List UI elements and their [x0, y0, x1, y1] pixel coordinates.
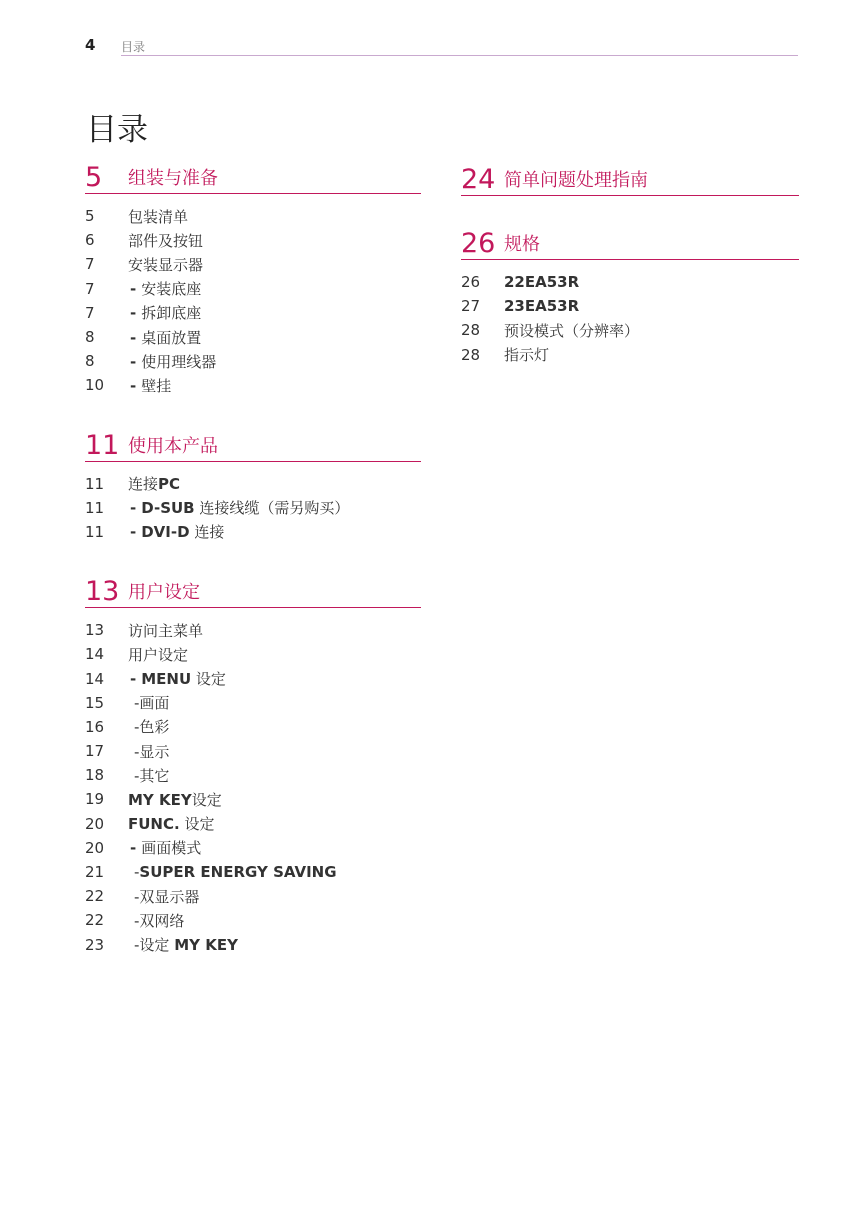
- page-title: 目录: [86, 112, 148, 148]
- entry-page-number: 6: [85, 231, 95, 250]
- entry-bold-text: MY KEY: [174, 936, 238, 955]
- entry-bold-text: D-SUB: [141, 499, 195, 518]
- entry-page-number: 13: [85, 621, 105, 640]
- section-title: 用户设定: [128, 582, 200, 604]
- entry-page-number: 26: [461, 273, 481, 292]
- entry-plain-text: 双显示器: [139, 887, 200, 906]
- entry-text: [128, 375, 171, 396]
- entry-bold-text: 23EA53R: [504, 297, 580, 316]
- entry-page-number: 14: [85, 669, 105, 688]
- entry-bold-text: MENU: [141, 670, 192, 689]
- section-heading[interactable]: [85, 574, 421, 608]
- toc-entry[interactable]: [85, 933, 421, 957]
- header-rule: [121, 55, 798, 56]
- entry-plain-text: 连接线缆（需另购买）: [194, 499, 350, 518]
- entry-text: [128, 351, 216, 372]
- entry-page-number: 8: [85, 328, 95, 347]
- entry-page-number: 22: [85, 887, 105, 906]
- section-heading[interactable]: [461, 226, 799, 260]
- entry-page-number: 8: [85, 352, 95, 371]
- entry-plain-text: 预设模式（分辨率）: [504, 321, 640, 340]
- entry-page-number: 7: [85, 255, 95, 274]
- entry-plain-text: 安装显示器: [128, 255, 204, 274]
- entry-dash: -: [134, 718, 140, 737]
- section-heading[interactable]: [85, 428, 421, 462]
- entry-plain-text: 显示: [139, 742, 170, 761]
- toc-entry[interactable]: [85, 812, 421, 836]
- toc-entry[interactable]: [85, 618, 421, 642]
- toc-entry[interactable]: [85, 763, 421, 787]
- toc-entry[interactable]: [85, 277, 421, 301]
- section-heading[interactable]: [461, 162, 799, 196]
- entry-plain-text: 设定: [179, 815, 215, 834]
- entry-text: [128, 668, 226, 689]
- entry-page-number: 23: [85, 935, 105, 954]
- entry-text: [128, 254, 203, 275]
- toc-entry[interactable]: [85, 666, 421, 690]
- page-number: 4: [85, 36, 96, 54]
- entry-text: [128, 327, 201, 348]
- entry-page-number: 20: [85, 838, 105, 857]
- entry-plain-text: 画面: [139, 694, 170, 713]
- section-title: 规格: [504, 234, 540, 255]
- entry-dash: -: [134, 863, 140, 882]
- entry-dash: -: [130, 304, 137, 323]
- entry-plain-text: 连接: [189, 523, 225, 542]
- entry-dash: -: [130, 523, 137, 542]
- toc-entry[interactable]: [85, 715, 421, 739]
- entry-text: [128, 278, 201, 299]
- entry-plain-text: 指示灯: [504, 346, 550, 365]
- toc-entry[interactable]: [85, 860, 421, 884]
- toc-entry[interactable]: [85, 836, 421, 860]
- entry-page-number: 28: [461, 321, 481, 340]
- toc-entry[interactable]: [85, 787, 421, 811]
- entry-page-number: 11: [85, 498, 105, 517]
- entry-bold-text: FUNC.: [128, 815, 180, 834]
- toc-entry[interactable]: [461, 270, 799, 294]
- entry-bold-text: DVI-D: [141, 523, 190, 542]
- entry-page-number: 17: [85, 742, 105, 761]
- entry-bold-text: MY KEY: [128, 790, 192, 809]
- entry-page-number: 5: [85, 207, 95, 226]
- entry-page-number: 14: [85, 645, 105, 664]
- entry-page-number: 27: [461, 297, 481, 316]
- toc-entry[interactable]: [461, 343, 799, 367]
- section-page-number: 5: [85, 162, 103, 193]
- toc-entry[interactable]: [85, 325, 421, 349]
- entry-dash: -: [134, 742, 140, 761]
- entry-text: [504, 297, 579, 315]
- entry-page-number: 21: [85, 863, 105, 882]
- entry-text: [504, 320, 639, 341]
- entry-dash: -: [130, 280, 137, 299]
- toc-entry[interactable]: [85, 884, 421, 908]
- toc-entry[interactable]: [85, 908, 421, 932]
- section-page-number: 26: [461, 228, 496, 259]
- entry-dash: -: [130, 670, 137, 689]
- entry-plain-text: 设定: [191, 670, 226, 689]
- toc-entry[interactable]: [85, 472, 421, 496]
- entry-page-number: 10: [85, 376, 105, 395]
- entry-text: [128, 910, 184, 931]
- toc-section: [85, 574, 421, 957]
- entry-dash: -: [134, 887, 140, 906]
- toc-entry[interactable]: [85, 228, 421, 252]
- toc-entry[interactable]: [85, 691, 421, 715]
- entry-page-number: 20: [85, 814, 105, 833]
- entry-plain-text: 安装底座: [141, 280, 202, 299]
- entry-page-number: 16: [85, 717, 105, 736]
- toc-entry[interactable]: [85, 301, 421, 325]
- entry-text: [128, 692, 169, 713]
- toc-entry[interactable]: [85, 373, 421, 397]
- toc-entry[interactable]: [85, 642, 421, 666]
- entry-page-number: 11: [85, 474, 105, 493]
- toc-entry[interactable]: [461, 318, 799, 342]
- entry-text: [128, 765, 169, 786]
- entry-bold-text: SUPER ENERGY SAVING: [139, 863, 337, 882]
- toc-section: [85, 428, 421, 545]
- toc-right-column: [461, 162, 799, 397]
- entry-text: [128, 837, 201, 858]
- entry-text: [128, 934, 238, 955]
- section-heading[interactable]: [85, 160, 421, 194]
- entry-page-number: 18: [85, 766, 105, 785]
- entry-text: [128, 813, 214, 834]
- entry-plain-text: 桌面放置: [141, 328, 202, 347]
- entry-plain-text: 设定: [139, 936, 175, 955]
- entry-dash: -: [134, 936, 140, 955]
- entry-bold-text: 22EA53R: [504, 273, 580, 292]
- toc-entry[interactable]: [85, 496, 421, 520]
- toc-left-column: [85, 160, 421, 987]
- toc-entry[interactable]: [85, 204, 421, 228]
- entry-bold-text: PC: [158, 475, 181, 494]
- entry-page-number: 11: [85, 522, 105, 541]
- running-title: 目录: [121, 40, 146, 54]
- entry-text: [128, 302, 201, 323]
- toc-section: [461, 226, 799, 367]
- entry-plain-text: 设定: [191, 790, 222, 809]
- entry-plain-text: 访问主菜单: [128, 621, 204, 640]
- entry-page-number: 22: [85, 911, 105, 930]
- entry-page-number: 28: [461, 345, 481, 364]
- entry-dash: -: [134, 911, 140, 930]
- entry-page-number: 19: [85, 790, 105, 809]
- entry-dash: -: [134, 694, 140, 713]
- entry-text: [128, 716, 169, 737]
- section-title: 简单问题处理指南: [504, 170, 648, 191]
- entry-plain-text: 双网络: [139, 911, 185, 930]
- entry-text: [128, 620, 203, 641]
- toc-entry[interactable]: [85, 252, 421, 276]
- entry-dash: -: [130, 499, 137, 518]
- entry-text: [128, 886, 199, 907]
- entry-plain-text: 连接: [128, 475, 159, 494]
- entry-text: [128, 863, 337, 881]
- entry-plain-text: 使用理线器: [141, 352, 217, 371]
- entry-page-number: 7: [85, 279, 95, 298]
- entry-plain-text: 色彩: [139, 718, 170, 737]
- section-title: 使用本产品: [128, 435, 218, 457]
- entry-plain-text: 部件及按钮: [128, 231, 204, 250]
- entry-text: [504, 273, 579, 291]
- entry-text: [128, 497, 349, 518]
- entry-dash: -: [130, 328, 137, 347]
- toc-section: [461, 162, 799, 196]
- entry-plain-text: 画面模式: [141, 839, 202, 858]
- entry-dash: -: [130, 376, 137, 395]
- entry-text: [128, 206, 188, 227]
- entry-text: [128, 644, 188, 665]
- toc-section: [85, 160, 421, 398]
- toc-entry[interactable]: [461, 294, 799, 318]
- entry-text: [128, 473, 180, 494]
- entry-plain-text: 其它: [139, 766, 170, 785]
- entry-plain-text: 壁挂: [141, 376, 172, 395]
- section-title: 组装与准备: [128, 168, 218, 189]
- section-page-number: 24: [461, 164, 496, 195]
- entry-text: [128, 230, 203, 251]
- entry-text: [128, 789, 222, 810]
- entry-plain-text: 拆卸底座: [141, 304, 202, 323]
- entry-text: [128, 521, 224, 542]
- entry-dash: -: [130, 839, 137, 858]
- entry-page-number: 7: [85, 303, 95, 322]
- entry-dash: -: [130, 352, 137, 371]
- entry-text: [504, 344, 549, 365]
- toc-entry[interactable]: [85, 739, 421, 763]
- toc-entry[interactable]: [85, 520, 421, 544]
- section-page-number: 11: [85, 429, 120, 461]
- entry-plain-text: 包装清单: [128, 207, 189, 226]
- section-page-number: 13: [85, 576, 120, 608]
- entry-page-number: 15: [85, 693, 105, 712]
- entry-text: [128, 741, 169, 762]
- entry-dash: -: [134, 766, 140, 785]
- entry-plain-text: 用户设定: [128, 645, 189, 664]
- toc-entry[interactable]: [85, 349, 421, 373]
